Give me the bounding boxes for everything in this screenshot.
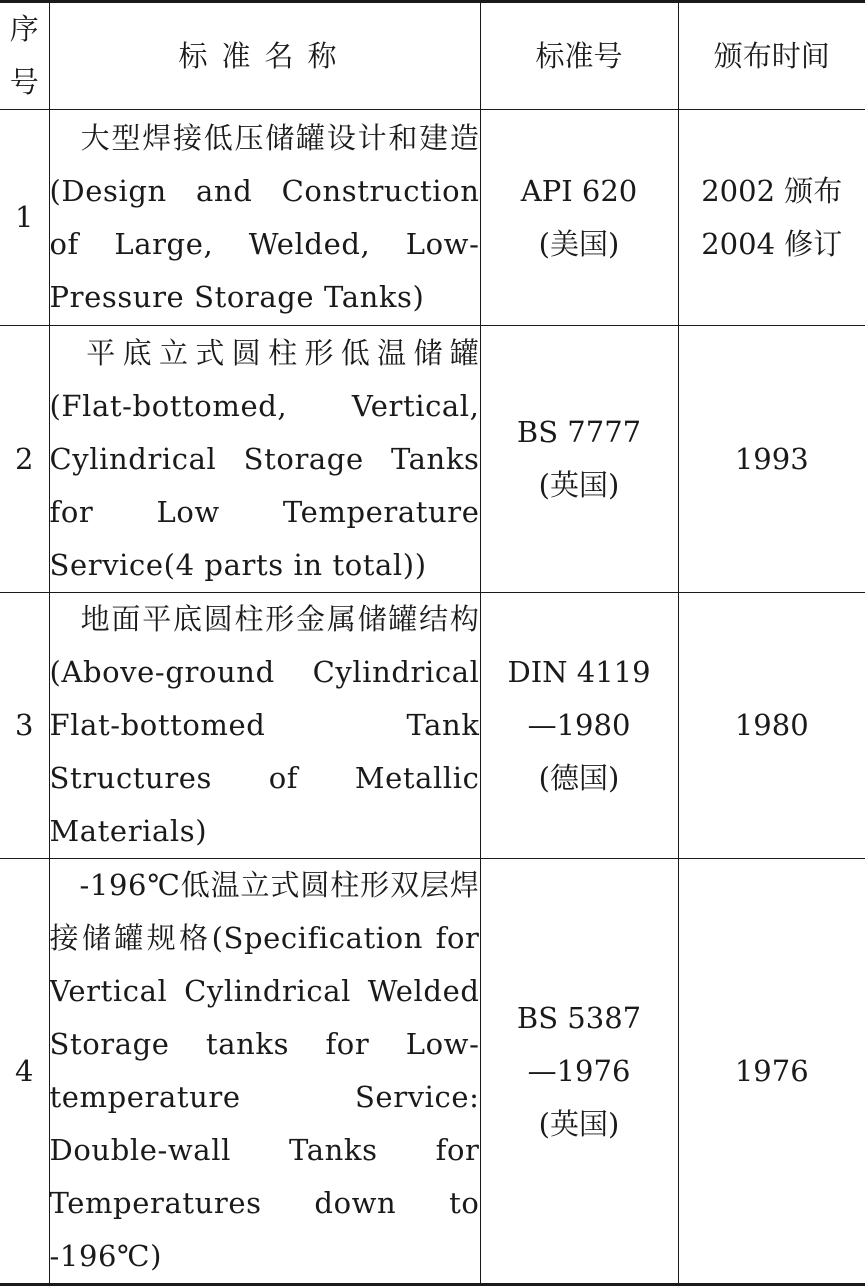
standard-code-cell — [480, 859, 678, 1285]
standard-code-line: BS 5387 — [481, 992, 678, 1045]
table-row — [0, 326, 865, 593]
issue-date-line: 2002 颁布 — [679, 165, 865, 218]
issue-date-line: 1976 — [679, 1045, 865, 1098]
row-number: 3 — [0, 593, 49, 859]
header-issue-date: 颁布时间 — [678, 2, 865, 110]
standard-name-text: 平底立式圆柱形低温储罐(Flat-bottomed, Vertical, Cylindrical Storage Tanks for Low Temperature Service(4 parts in total)) — [50, 336, 480, 582]
header-serial-line2: 号 — [0, 56, 49, 109]
issue-date-cell — [678, 859, 865, 1285]
issue-date-line: 2004 修订 — [679, 218, 865, 271]
standard-name-text: 地面平底圆柱形金属储罐结构(Above-ground Cylindrical Flat-bottomed Tank Structures of Metallic Materials) — [50, 602, 480, 848]
header-row — [0, 2, 865, 110]
issue-date-line: 1980 — [679, 699, 865, 752]
row-number: 2 — [0, 326, 49, 593]
standard-code-cell — [480, 110, 678, 326]
table-row — [0, 593, 865, 859]
header-serial-line1: 序 — [0, 3, 49, 56]
issue-date-cell — [678, 593, 865, 859]
header-standard-name: 标准名称 — [49, 2, 480, 110]
standard-code-line: BS 7777 — [481, 406, 678, 459]
standard-code-line: —1976 — [481, 1045, 678, 1098]
standard-code-line: (英国) — [481, 459, 678, 512]
standard-name-cell — [49, 859, 480, 1285]
standard-code-cell — [480, 326, 678, 593]
issue-date-cell — [678, 110, 865, 326]
issue-date-cell — [678, 326, 865, 593]
standard-name-cell — [49, 326, 480, 593]
row-number: 1 — [0, 110, 49, 326]
standard-name-cell — [49, 110, 480, 326]
standard-name-text: 大型焊接低压储罐设计和建造(Design and Construction of Large, Welded, Low-Pressure Storage Tanks) — [50, 121, 480, 314]
standard-code-line: (英国) — [481, 1098, 678, 1151]
table-row — [0, 110, 865, 326]
table-row — [0, 859, 865, 1285]
row-number: 4 — [0, 859, 49, 1285]
standard-code-line: —1980 — [481, 699, 678, 752]
standard-name-text: -196℃低温立式圆柱形双层焊接储罐规格(Specification for Vertical Cylindrical Welded Storage tanks for Low-temperature Service: Double-wall Tanks for Temperatures down to -196℃) — [50, 868, 480, 1273]
standard-code-cell — [480, 593, 678, 859]
issue-date-line: 1993 — [679, 433, 865, 486]
standard-code-line: (美国) — [481, 218, 678, 271]
standard-code-line: DIN 4119 — [481, 646, 678, 699]
header-standard-code: 标准号 — [480, 2, 678, 110]
standard-code-line: (德国) — [481, 752, 678, 805]
standard-code-line: API 620 — [481, 165, 678, 218]
standard-name-cell — [49, 593, 480, 859]
header-serial-number — [0, 2, 49, 110]
